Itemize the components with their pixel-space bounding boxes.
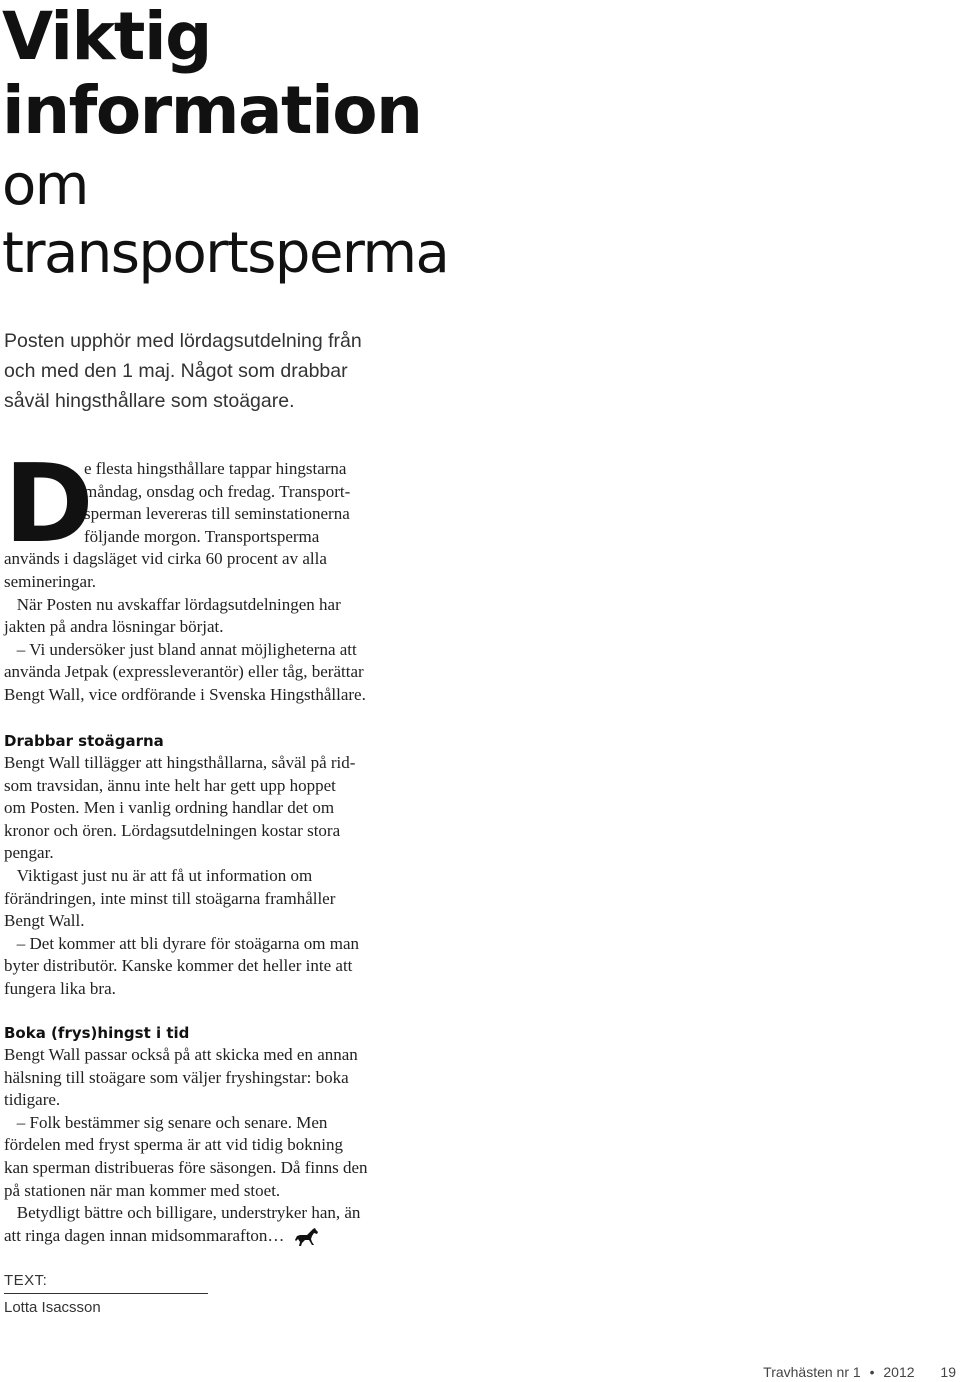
page-footer: [763, 1364, 956, 1380]
headline-light-line-1: om: [2, 153, 88, 218]
section-line: – Folk bestämmer sig senare och senare. Men: [4, 1112, 328, 1132]
section-line: Betydligt bättre och billigare, understryker han, än: [4, 1203, 361, 1223]
drop-cap: D: [4, 442, 94, 567]
byline: [4, 1272, 208, 1316]
body-line: – Vi undersöker just bland annat möjligheterna att: [4, 639, 357, 659]
body-line: måndag, onsdag och fredag. Transport-: [84, 481, 351, 501]
section-line: som travsidan, ännu inte helt har gett upp hoppet: [4, 775, 336, 795]
headline: [2, 0, 448, 288]
headline-bold-line-2: information: [2, 72, 422, 149]
body-line: e flesta hingsthållare tappar hingstarna: [84, 459, 347, 478]
ingress: [4, 326, 424, 416]
headline-bold-line-1: Viktig: [2, 0, 211, 75]
section-heading: Boka (frys)hingst i tid: [4, 1024, 190, 1042]
section-last-line: [4, 1225, 404, 1248]
horse-icon: [295, 1227, 319, 1247]
body-line: används i dagsläget vid cirka 60 procent av alla: [4, 549, 327, 569]
footer-year: 2012: [883, 1364, 915, 1380]
section-drabbar-stoagarna: [4, 730, 404, 1001]
body-line: använda Jetpak (expressleverantör) eller tåg, berättar: [4, 662, 364, 682]
section-boka-fryshingst: [4, 1022, 404, 1247]
section-line: kan sperman distribueras före säsongen. Då finns den: [4, 1157, 368, 1177]
section-line: fungera lika bra.: [4, 978, 116, 998]
ingress-line: Posten upphör med lördagsutdelning från: [4, 330, 362, 352]
page-number: 19: [940, 1364, 956, 1380]
body-line: jakten på andra lösningar börjat.: [4, 617, 224, 637]
ingress-line: och med den 1 maj. Något som drabbar: [4, 360, 348, 382]
section-line: pengar.: [4, 843, 54, 863]
ingress-line: såväl hingsthållare som stoägare.: [4, 390, 295, 412]
body-line: När Posten nu avskaffar lördagsutdelningen har: [4, 594, 341, 614]
section-line: Viktigast just nu är att få ut information om: [4, 865, 313, 885]
section-line: byter distributör. Kanske kommer det heller inte att: [4, 956, 353, 976]
headline-light-line-2: transportsperma: [2, 221, 449, 286]
byline-author: Lotta Isacsson: [4, 1299, 101, 1316]
section-line: på stationen när man kommer med stoet.: [4, 1180, 281, 1200]
footer-bullet: •: [869, 1364, 875, 1380]
section-line: fördelen med fryst sperma är att vid tidig bokning: [4, 1135, 343, 1155]
byline-label: TEXT:: [4, 1272, 208, 1294]
section-line: Bengt Wall passar också på att skicka med en annan: [4, 1045, 358, 1064]
section-line: förändringen, inte minst till stoägarna framhåller: [4, 888, 336, 908]
section-line: tidigare.: [4, 1090, 61, 1110]
body-text: [4, 442, 404, 707]
section-line: Bengt Wall tillägger att hingsthållarna, såväl på rid-: [4, 753, 356, 772]
section-last-line-text: att ringa dagen innan midsommarafton…: [4, 1225, 285, 1245]
footer-magazine: Travhästen nr 1: [763, 1364, 861, 1380]
section-line: – Det kommer att bli dyrare för stoägarna om man: [4, 933, 359, 953]
body-line: följande morgon. Transportsperma: [84, 526, 320, 546]
body-line: Bengt Wall, vice ordförande i Svenska Hingsthållare.: [4, 684, 366, 704]
body-line: sperman levereras till seminstationerna: [84, 504, 350, 524]
body-line: semineringar.: [4, 571, 97, 591]
section-heading: Drabbar stoägarna: [4, 732, 164, 750]
section-line: om Posten. Men i vanlig ordning handlar det om: [4, 798, 335, 818]
section-line: kronor och ören. Lördagsutdelningen kostar stora: [4, 820, 341, 840]
section-line: Bengt Wall.: [4, 911, 85, 931]
section-line: hälsning till stoägare som väljer fryshingstar: boka: [4, 1067, 349, 1087]
